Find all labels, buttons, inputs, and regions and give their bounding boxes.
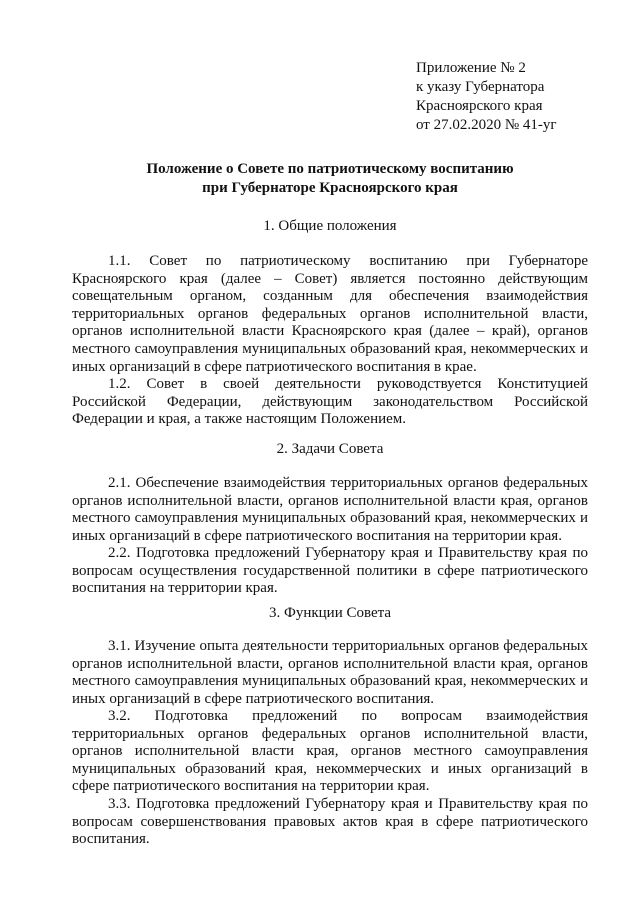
appendix-note [416,59,557,135]
section-heading: 3. Функции Совета [268,605,392,621]
section-heading: 1. Общие положения [263,218,397,234]
document-title [60,160,600,198]
appendix-date-number: от 27.02.2020 № 41-уг [416,117,557,133]
paragraph: 1.2. Совет в своей деятельности руководствуется Конституцией Российской Федерации, действующим законодательством Российской Федерации и края, а также настоящим Положением. [72,376,588,428]
document-title-line-2: при Губернаторе Красноярского края [202,180,458,196]
appendix-decree-ref: к указу Губернатора [416,79,545,95]
paragraph: 3.2. Подготовка предложений по вопросам взаимодействия территориальных органов федеральных органов исполнительной власти, органов исполнительной власти края, органов местного самоуправления муниципальных образований края, некоммерческих и иных организаций в сфере патриотического воспитания на территории края. [72,708,588,795]
paragraph: 3.3. Подготовка предложений Губернатору края и Правительству края по вопросам совершенствования правовых актов края в сфере патриотического воспитания. [72,796,588,848]
appendix-number: Приложение № 2 [416,60,526,76]
paragraph: 2.2. Подготовка предложений Губернатору края и Правительству края по вопросам осуществления государственной политики в сфере патриотического воспитания на территории края. [72,545,588,597]
paragraph: 1.1. Совет по патриотическому воспитанию при Губернаторе Красноярского края (далее – Совет) является постоянно действующим совещательным органом, созданным для обеспечения взаимодействия территориальных органов федеральных органов исполнительной власти, органов исполнительной власти Красноярского края (далее – край), органов местного самоуправления муниципальных образований края, некоммерческих и иных организаций в сфере патриотического воспитания в крае. [72,253,588,375]
paragraph: 2.1. Обеспечение взаимодействия территориальных органов федеральных органов исполнительной власти, органов исполнительной власти края, органов местного самоуправления муниципальных образований края, некоммерческих и иных организаций в сфере патриотического воспитания на территории края. [72,475,588,544]
section-heading: 2. Задачи Совета [276,441,384,457]
document-title-line-1: Положение о Совете по патриотическому воспитанию [146,161,514,177]
appendix-region: Красноярского края [416,98,543,114]
paragraph: 3.1. Изучение опыта деятельности территориальных органов федеральных органов исполнительной власти, органов исполнительной власти края, органов местного самоуправления муниципальных образований края, некоммерческих и иных организаций в сфере патриотического воспитания. [72,638,588,707]
